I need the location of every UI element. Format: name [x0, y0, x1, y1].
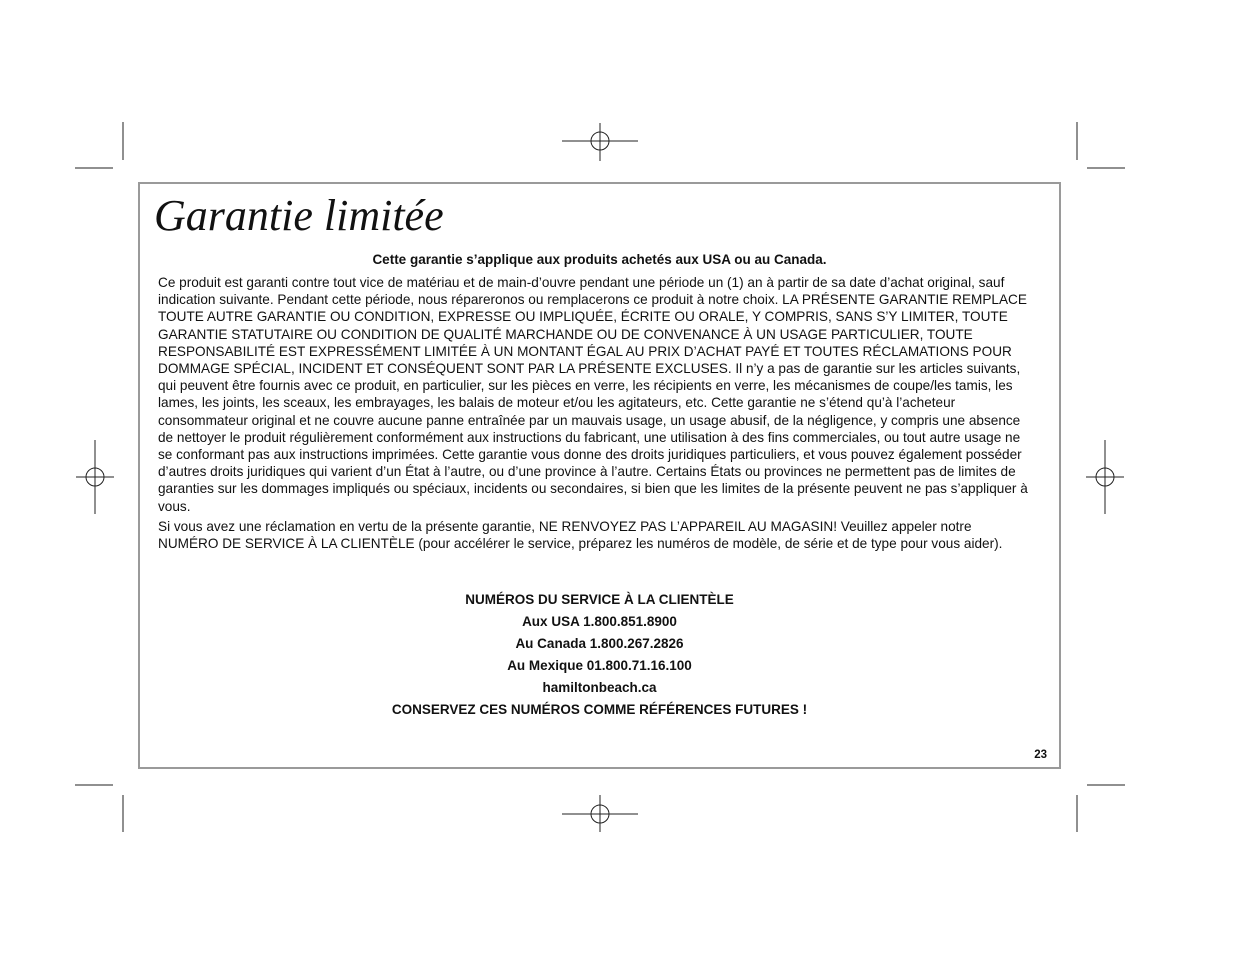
phone-canada: Au Canada 1.800.267.2826: [515, 636, 684, 651]
website: hamiltonbeach.ca: [542, 680, 657, 695]
keep-numbers-note: CONSERVEZ CES NUMÉROS COMME RÉFÉRENCES FUTURES !: [391, 702, 808, 717]
page-title: Garantie limitée: [154, 191, 444, 240]
registration-mark-bottom: [562, 795, 638, 832]
customer-service-heading: NUMÉROS DU SERVICE À LA CLIENTÈLE: [465, 592, 734, 607]
page-number: 23: [1034, 749, 1047, 761]
phone-mexico: Au Mexique 01.800.71.16.100: [507, 658, 692, 673]
registration-mark-left: [76, 440, 114, 514]
warranty-paragraph-claims: Si vous avez une réclamation en vertu de la présente garantie, NE RENVOYEZ PAS L’APPAREIL AU MAGASIN! Veuillez appeler notre NUMÉRO DE SERVICE À LA CLIENTÈLE (pour accélérer le service, préparez les numéros de modèle, de série et de type pour vous aider).: [158, 518, 1003, 552]
customer-service-block: [138, 589, 1061, 721]
phone-usa: Aux USA 1.800.851.8900: [522, 614, 677, 629]
warranty-scope-note: Cette garantie s’applique aux produits achetés aux USA ou au Canada.: [372, 252, 827, 267]
registration-mark-top: [562, 123, 638, 161]
warranty-body: [158, 274, 1030, 555]
warranty-paragraph-terms: Ce produit est garanti contre tout vice de matériau et de main-d’ouvre pendant une période un (1) an à partir de sa date d’achat original, sauf indication suivante. Pendant cette période, nous répareronos ou remplacerons ce produit à notre choix. LA PRÉSENTE GARANTIE REMPLACE TOUTE AUTRE GARANTIE OU CONDITION, EXPRESSE OU IMPLIQUÉE, ÉCRITE OU ORALE, Y COMPRIS, SANS S’Y LIMITER, TOUTE GARANTIE STATUTAIRE OU CONDITION DE QUALITÉ MARCHANDE OU DE CONVENANCE À UN USAGE PARTICULIER, TOUTE RESPONSABILITÉ EST EXPRESSÉMENT LIMITÉE À UN MONTANT ÉGAL AU PRIX D’ACHAT PAYÉ ET TOUTES RÉCLAMATIONS POUR DOMMAGE SPÉCIAL, INCIDENT ET CONSÉQUENT SONT PAR LA PRÉSENTE EXCLUSES. Il n’y a pas de garantie sur les articles suivants, qui peuvent être fournis avec ce produit, en particulier, sur les pièces en verre, les récipients en verre, les mécanismes de coupe/les tamis, les lames, les joints, les sceaux, les embrayages, les balais de moteur et/ou les agitateurs, etc. Cette garantie ne s’étend qu’à l’acheteur consommateur original et ne couvre aucune panne entraînée par un mauvais usage, un usage abusif, de la négligence, y compris une absence de nettoyer le produit régulièrement conformément aux instructions du fabricant, une utilisation à des fins commerciales, ou tout autre usage ne se conformant pas aux instructions imprimées. Cette garantie vous donne des droits juridiques particuliers, et vous pouvez également posséder d’autres droits juridiques qui varient d’un État à l’autre, ou d’une province à l’autre. Certains États ou provinces ne permettent pas de limites de garanties sur les dommages impliqués ou spéciaux, incidents ou secondaires, si bien que les limites de la présente peuvent ne pas s’appliquer à vous.: [158, 275, 1028, 514]
registration-mark-right: [1086, 440, 1124, 514]
